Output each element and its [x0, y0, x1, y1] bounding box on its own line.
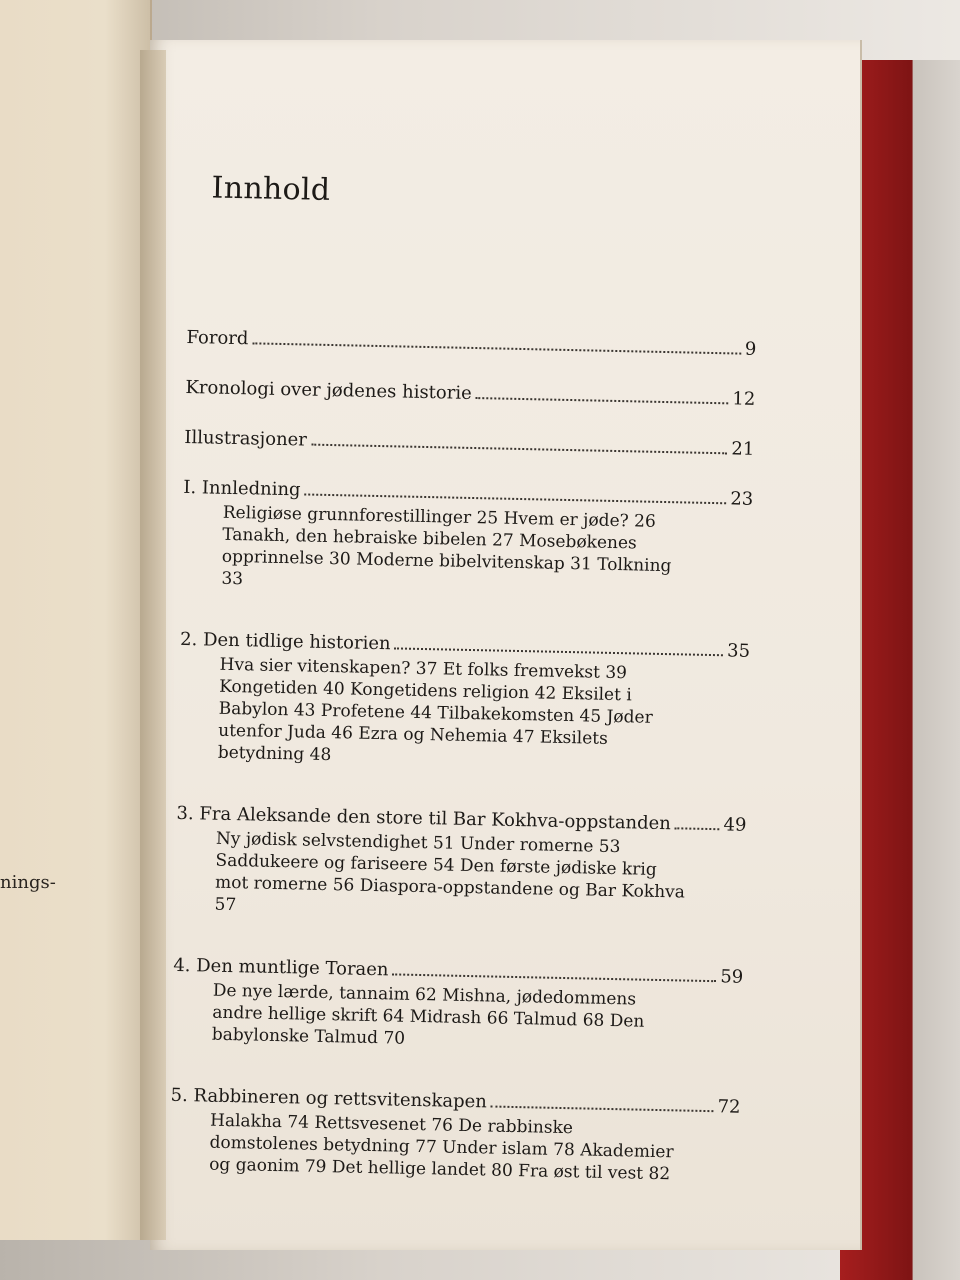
toc-entry	[178, 629, 751, 775]
toc-entry-subsections: De nye lærde, tannaim 62 Mishna, jødedommens andre hellige skrift 64 Midrash 66 Talmud 68 Den babylonske Talmud 70	[211, 980, 645, 1049]
toc-entry-page: 49	[723, 814, 747, 836]
dot-leader	[476, 397, 729, 404]
toc-entry	[186, 327, 756, 361]
dot-leader	[394, 647, 723, 656]
toc-entry-label: 4. Den muntlige Toraen	[173, 954, 389, 981]
toc-entry-label: I. Innledning	[183, 476, 301, 501]
table-of-contents	[169, 170, 760, 1187]
dot-leader	[311, 444, 728, 455]
toc-entry-label: Forord	[186, 326, 249, 350]
toc-entry	[185, 377, 755, 411]
dot-leader	[392, 973, 716, 982]
toc-entry-page: 12	[732, 388, 756, 410]
left-page	[0, 0, 152, 1240]
toc-title: Innhold	[211, 170, 331, 208]
toc-entry-page: 23	[730, 488, 754, 510]
toc-entry-subsections: Hva sier vitenskapen? 37 Et folks fremvekst 39 Kongetiden 40 Kongetidens religion 42 Eksilet i Babylon 43 Profetene 44 Tilbakekomsten 45 Jøder utenfor Juda 46 Ezra og Nehemia 47 Eksilets betydning 48	[217, 654, 653, 766]
dot-leader	[304, 493, 726, 504]
dot-leader	[675, 827, 720, 830]
toc-entry	[174, 803, 746, 927]
toc-entry-page: 9	[744, 338, 757, 360]
toc-entry-label: Kronologi over jødenes historie	[185, 376, 472, 404]
toc-entry-page: 59	[720, 966, 744, 988]
toc-entry-subsections: Religiøse grunnforestillinger 25 Hvem er jøde? 26 Tanakh, den hebraiske bibelen 27 Mosebøkenes opprinnelse 30 Moderne bibelvitenskap 31 Tolkning 33	[221, 502, 672, 590]
toc-entry-page: 35	[726, 640, 751, 662]
book-gutter	[140, 50, 166, 1240]
toc-entry-subsections: Halakha 74 Rettsvesenet 76 De rabbinske domstolenes betydning 77 Under islam 78 Akademier og gaonim 79 Det hellige landet 80 Fra øst til vest 82	[208, 1110, 674, 1185]
dot-leader	[491, 1106, 714, 1113]
toc-entry	[169, 1085, 741, 1187]
toc-entry-page: 21	[731, 438, 755, 460]
toc-entry	[184, 427, 754, 461]
toc-entry-label: Illustrasjoner	[184, 426, 308, 451]
toc-entry-subsections: Ny jødisk selvstendighet 51 Under romerne 53 Saddukeere og fariseere 54 Den første jødiske krig mot romerne 56 Diaspora-oppstandene og Bar Kokhva 57	[214, 828, 686, 916]
toc-entry-label: 2. Den tidlige historien	[179, 628, 391, 655]
left-page-text-fragment: nings-	[0, 872, 56, 893]
toc-entry	[181, 477, 753, 601]
toc-entry	[172, 955, 744, 1057]
dot-leader	[252, 342, 741, 354]
toc-entry-label: 5. Rabbineren og rettsvitenskapen	[170, 1084, 488, 1113]
toc-entry-page: 72	[717, 1096, 741, 1118]
toc-entry-label: 3. Fra Aleksande den store til Bar Kokhva-oppstanden	[176, 802, 672, 835]
